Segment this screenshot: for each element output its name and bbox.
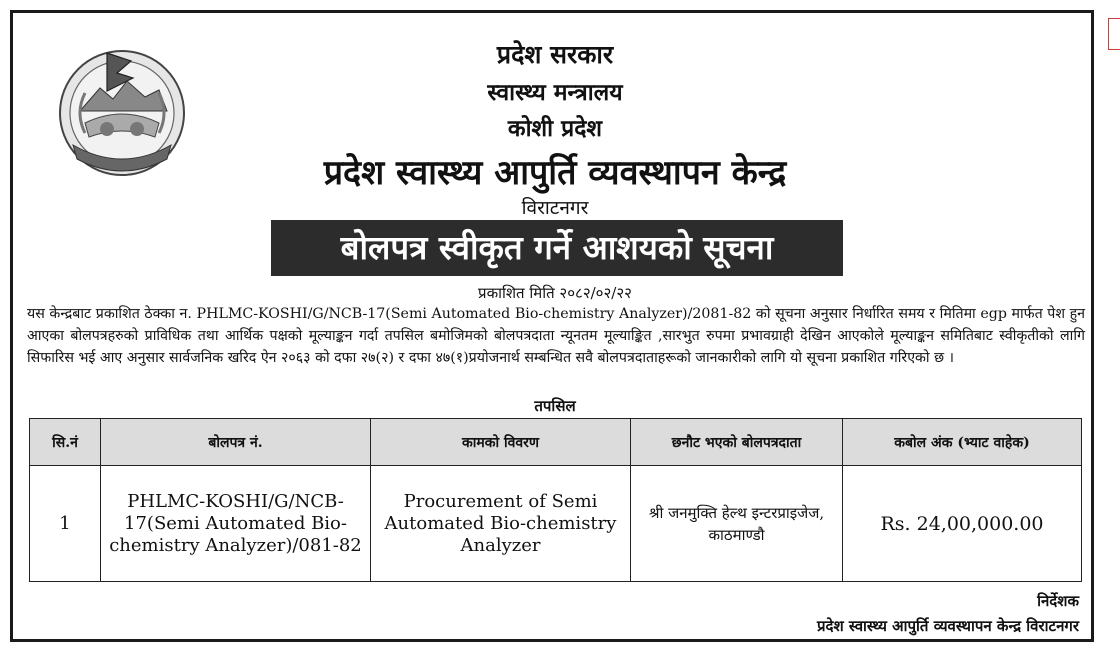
notice-frame — [10, 10, 1094, 642]
header-city: विराटनगर — [521, 197, 589, 219]
details-heading: तपसिल — [534, 397, 576, 415]
table-header-row — [30, 419, 1082, 466]
edge-decoration — [1108, 18, 1120, 50]
notice-title-banner: बोलपत्र स्वीकृत गर्ने आशयको सूचना — [271, 220, 843, 276]
header-line-province: कोशी प्रदेश — [507, 115, 603, 142]
header-line-ministry: स्वास्थ्य मन्त्रालय — [487, 79, 623, 106]
col-header-sn: सि.नं — [30, 419, 101, 466]
cell-amount: Rs. 24,00,000.00 — [843, 466, 1082, 582]
header-line-government: प्रदेश सरकार — [496, 40, 614, 69]
col-header-amount: कबोल अंक (भ्याट वाहेक) — [843, 419, 1082, 466]
notice-body-paragraph: यस केन्द्रबाट प्रकाशित ठेक्का न. PHLMC-KOSHI/G/NCB-17(Semi Automated Bio-chemistry Analyzer)/2081-82 को सूचना अनुसार निर्धारित समय र मितिमा egp मार्फत पेश हुन आएका बोलपत्रहरुको प्राविधिक तथा आर्थिक पक्षको मूल्याङ्कन गर्दा तपसिल बमोजिमको बोलपत्रदाता न्यूनतम मूल्याङ्कित ,सारभुत रुपमा प्रभावग्राही देखिन आएकोले मूल्याङ्कन समितिबाट स्वीकृतीको लागि सिफारिस भई आए अनुसार सार्वजनिक खरिद ऐन २०६३ को दफा २७(२) र दफा ४७(१)प्रयोजनार्थ सम्बन्धित सवै बोलपत्रदाताहरूको जानकारीको लागि यो सूचना प्रकाशित गरिएको छ । — [27, 306, 1085, 367]
header-office-name: प्रदेश स्वास्थ्य आपुर्ति व्यवस्थापन केन्द्र — [323, 153, 787, 193]
published-date: प्रकाशित मिति २०८२/०२/२२ — [478, 284, 632, 302]
cell-bid-no: PHLMC-KOSHI/G/NCB-17(Semi Automated Bio-chemistry Analyzer)/081-82 — [101, 466, 371, 582]
col-header-bidder: छनौट भएको बोलपत्रदाता — [631, 419, 843, 466]
cell-description: Procurement of Semi Automated Bio-chemistry Analyzer — [371, 466, 631, 582]
cell-bidder: श्री जनमुक्ति हेल्थ इन्टरप्राइजेज, काठमाण्डौ — [631, 466, 843, 582]
cell-sn: 1 — [30, 466, 101, 582]
col-header-description: कामको विवरण — [371, 419, 631, 466]
tender-table — [29, 418, 1082, 582]
table-row — [30, 466, 1082, 582]
signature-office: प्रदेश स्वास्थ्य आपुर्ति व्यवस्थापन केन्द्र विराटनगर — [816, 617, 1079, 635]
signature-title: निर्देशक — [1037, 592, 1079, 610]
col-header-bid-no: बोलपत्र नं. — [101, 419, 371, 466]
